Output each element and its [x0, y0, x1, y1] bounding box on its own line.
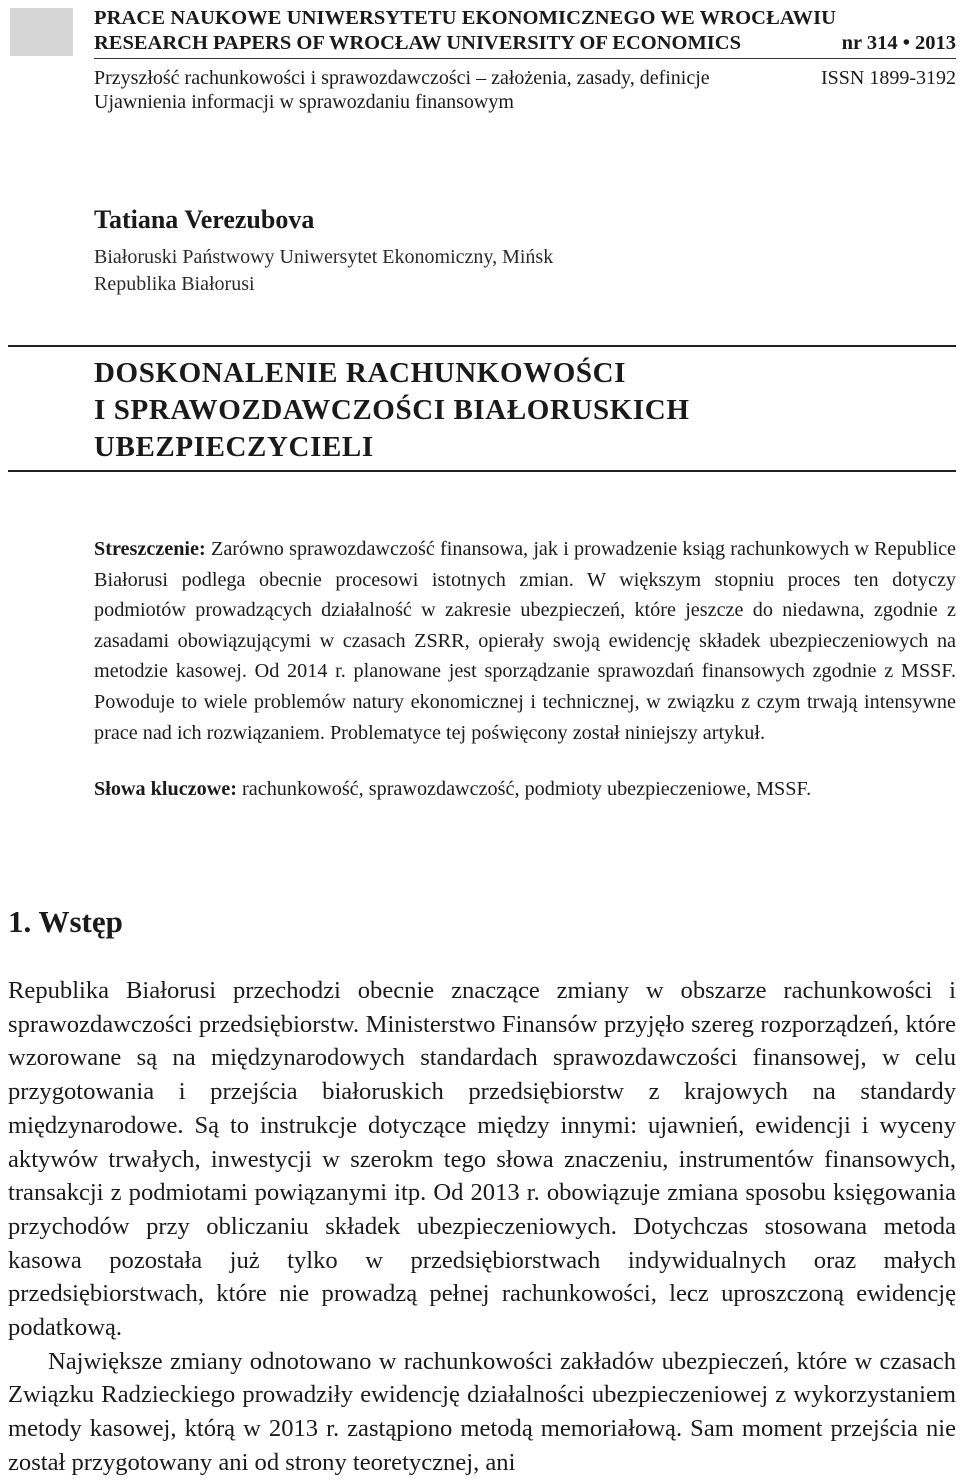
- abstract-label: Streszczenie:: [94, 538, 206, 560]
- abstract: [94, 534, 956, 748]
- article-title-line: DOSKONALENIE RACHUNKOWOŚCI: [94, 357, 627, 389]
- header-grey-block: [10, 8, 73, 56]
- section-body: [8, 974, 956, 1480]
- keywords: [94, 774, 956, 804]
- journal-title-pl: PRACE NAUKOWE UNIWERSYTETU EKONOMICZNEGO WE WROCŁAWIU: [94, 7, 837, 29]
- title-rule-bottom: [8, 470, 956, 472]
- journal-title-en: RESEARCH PAPERS OF WROCŁAW UNIVERSITY OF ECONOMICS: [94, 32, 741, 54]
- header-divider: [94, 58, 956, 59]
- author-name: Tatiana Verezubova: [94, 205, 315, 234]
- article-title: [94, 355, 954, 466]
- body-paragraph: Największe zmiany odnotowano w rachunkowości zakładów ubezpieczeń, które w czasach Związku Radzieckiego prowadziły ewidencję działalności ubezpieczeniowej z wykorzystaniem metody kasowej, którą w 2013 r. zastąpiono metodą memoriałową. Sam moment przejścia nie został przygotowany ani od strony teoretycznej, ani: [8, 1347, 956, 1476]
- issue-number: nr 314 • 2013: [841, 32, 956, 54]
- series-title: Przyszłość rachunkowości i sprawozdawczości – założenia, zasady, definicje: [94, 67, 710, 89]
- author-country: Republika Białorusi: [94, 273, 255, 295]
- series-row: [94, 66, 956, 90]
- keywords-label: Słowa kluczowe:: [94, 778, 237, 800]
- series-subtitle: Ujawnienia informacji w sprawozdaniu finansowym: [94, 91, 514, 113]
- issn: ISSN 1899-3192: [820, 67, 956, 89]
- journal-title-en-row: [94, 31, 956, 55]
- section-heading: 1. Wstęp: [8, 904, 123, 939]
- article-title-line: I SPRAWOZDAWCZOŚCI BIAŁORUSKICH: [94, 394, 690, 426]
- author-affiliation: Białoruski Państwowy Uniwersytet Ekonomiczny, Mińsk: [94, 246, 554, 268]
- article-title-line: UBEZPIECZYCIELI: [94, 431, 374, 463]
- body-paragraph: Republika Białorusi przechodzi obecnie znaczące zmiany w obszarze rachunkowości i sprawozdawczości przedsiębiorstw. Ministerstwo Finansów przyjęło szereg rozporządzeń, które wzorowane są na międzynarodowych standardach sprawozdawczości finansowej, w celu przygotowania i przejścia białoruskich przedsiębiorstw z krajowych na standardy międzynarodowe. Są to instrukcje dotyczące między innymi: ujawnień, ewidencji i wyceny aktywów trwałych, inwestycji w szerokm tego słowa znaczeniu, instrumentów finansowych, transakcji z podmiotami powiązanymi itp. Od 2013 r. obowiązuje zmiana sposobu księgowania przychodów przy obliczaniu składek ubezpieczeniowych. Dotychczas stosowana metoda kasowa pozostała już tylko w przedsiębiorstwach indywidualnych oraz małych przedsiębiorstwach, które nie prowadzą pełnej rachunkowości, lecz uproszczoną ewidencję podatkową.: [8, 977, 956, 1342]
- title-rule-top: [8, 345, 956, 347]
- abstract-text: Zarówno sprawozdawczość finansowa, jak i prowadzenie ksiąg rachunkowych w Republice Białorusi podlega obecnie procesowi istotnych zmian. W większym stopniu proces ten dotyczy podmiotów prowadzących działalność w zakresie ubezpieczeń, które jeszcze do niedawna, zgodnie z zasadami obowiązującymi w czasach ZSRR, opierały swoją ewidencję składek ubezpieczeniowych na metodzie kasowej. Od 2014 r. planowane jest sporządzanie sprawozdań finansowych zgodnie z MSSF. Powoduje to wiele problemów natury ekonomicznej i technicznej, w związku z czym trwają intensywne prace nad ich rozwiązaniem. Problematyce tej poświęcony został niniejszy artykuł.: [94, 538, 957, 744]
- keywords-text: rachunkowość, sprawozdawczość, podmioty ubezpieczeniowe, MSSF.: [242, 778, 812, 800]
